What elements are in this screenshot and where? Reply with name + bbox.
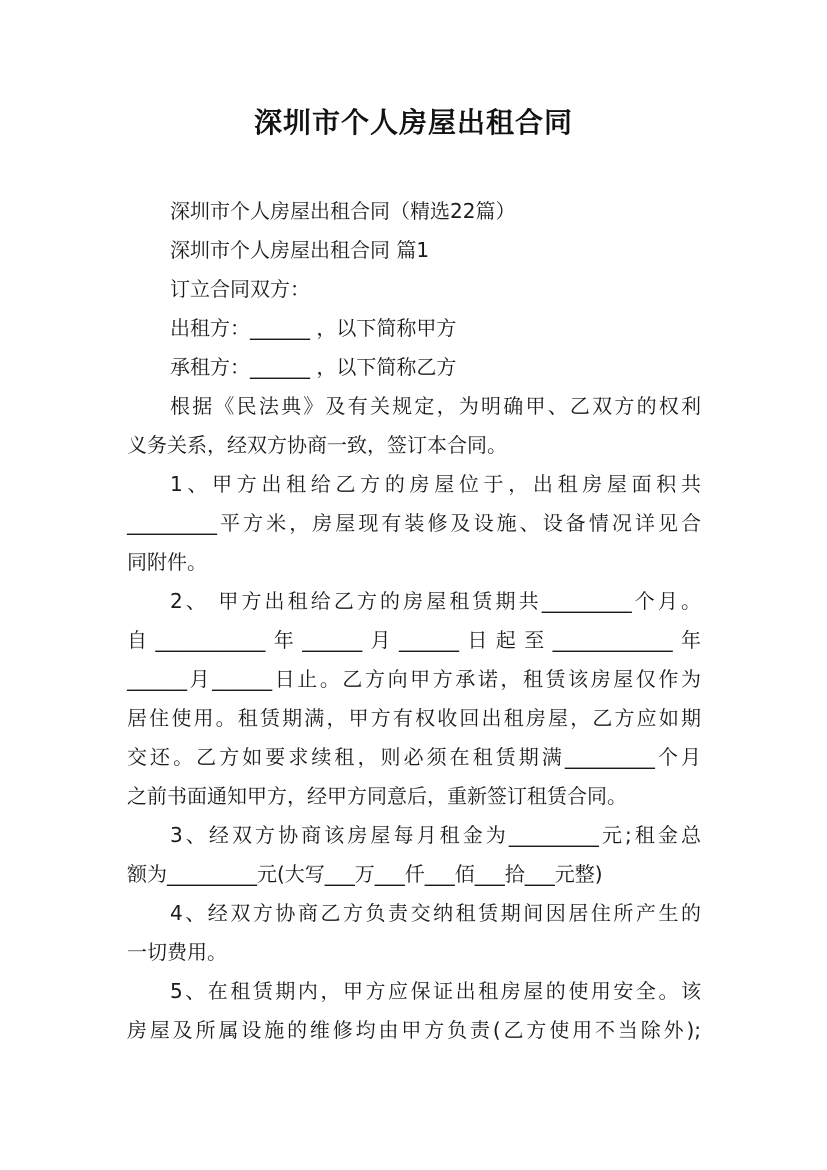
clause-line: 房屋及所属设施的维修均由甲方负责(乙方使用不当除外); — [127, 1018, 701, 1042]
clause-line: 之前书面通知甲方，经甲方同意后，重新签订租赁合同。 — [127, 784, 627, 808]
clause-line: 一切费用。 — [127, 940, 227, 964]
paragraph-line: 根据《民法典》及有关规定，为明确甲、乙双方的权利 — [170, 394, 701, 418]
paragraph-line: 订立合同双方： — [170, 277, 310, 301]
clause-line: 交还。乙方如要求续租，则必须在租赁期满_________个月 — [127, 745, 701, 769]
clause-line: 4、经双方协商乙方负责交纳租赁期间因居住所产生的 — [170, 901, 701, 925]
paragraph-line: 承租方：______ ，以下简称乙方 — [170, 355, 457, 379]
clause-line: 额为_________元(大写___万___仟___佰___拾___元整) — [127, 862, 603, 886]
clause-line: 5、在租赁期内，甲方应保证出租房屋的使用安全。该 — [170, 979, 701, 1003]
clause-line: ______月______日止。乙方向甲方承诺，租赁该房屋仅作为 — [127, 667, 701, 691]
clause-line: 3、经双方协商该房屋每月租金为_________元;租金总 — [170, 823, 701, 847]
clause-line: 同附件。 — [127, 550, 207, 574]
document-title: 深圳市个人房屋出租合同 — [253, 106, 573, 139]
subtitle-line: 深圳市个人房屋出租合同（精选22篇） — [170, 199, 516, 223]
clause-line: 1、甲方出租给乙方的房屋位于，出租房屋面积共 — [170, 472, 701, 496]
clause-line: 2、 甲方出租给乙方的房屋租赁期共_________个月。 — [170, 589, 701, 613]
clause-line: _________平方米，房屋现有装修及设施、设备情况详见合 — [127, 511, 701, 535]
clause-line: 居住使用。租赁期满，甲方有权收回出租房屋，乙方应如期 — [127, 706, 701, 730]
paragraph-line: 出租方：______ ，以下简称甲方 — [170, 316, 457, 340]
section-heading: 深圳市个人房屋出租合同 篇1 — [170, 238, 430, 262]
paragraph-line: 义务关系，经双方协商一致，签订本合同。 — [127, 433, 507, 457]
clause-line: 自___________年______月______日起至____________年 — [127, 628, 701, 652]
